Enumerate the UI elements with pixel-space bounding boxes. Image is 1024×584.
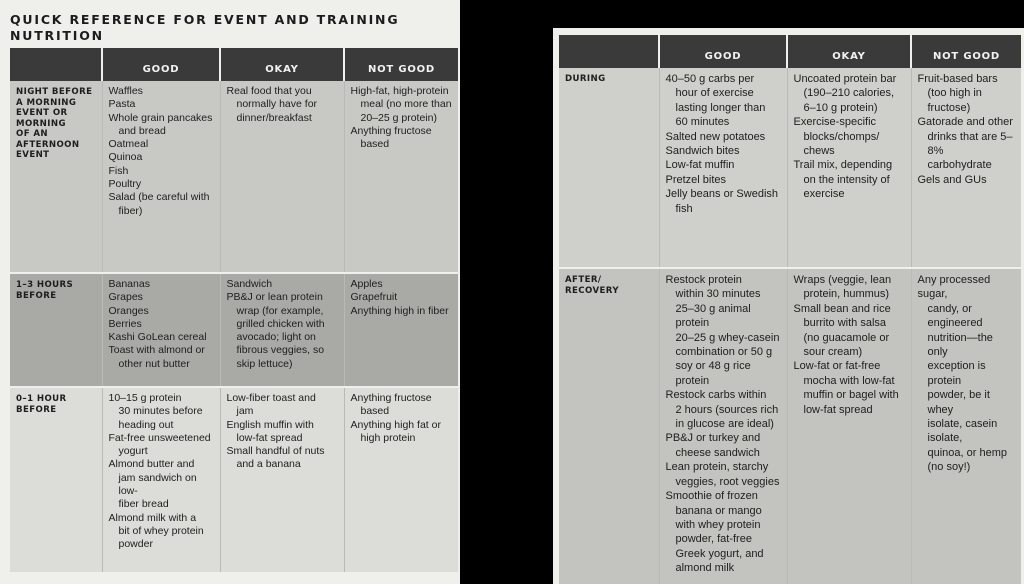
cell-line: Anything fructose <box>350 124 432 137</box>
cell-line: quinoa, or hemp <box>927 446 1007 459</box>
cell-line: fiber bread <box>118 498 169 511</box>
row-label-line: A MORNING <box>16 97 77 108</box>
cell-line: PB&J or lean protein <box>226 291 323 304</box>
cell-line: Anything high fat or <box>350 418 441 431</box>
cell-line: Low-fiber toast and <box>226 392 316 404</box>
cell-line: Low-fat or fat-free <box>793 360 881 373</box>
table-row <box>10 387 458 572</box>
table-row <box>10 273 458 387</box>
cell-line: based <box>360 405 390 418</box>
row-label <box>10 81 102 273</box>
cell-line: 20–25 g protein) <box>360 111 437 124</box>
cell-line: Fat-free unsweetened <box>108 431 211 444</box>
cell-line: Quinoa <box>108 151 143 164</box>
cell-line: meal (no more than <box>360 98 452 111</box>
header-not-good: NOT GOOD <box>911 35 1021 68</box>
cell-line: on the intensity of <box>803 173 890 186</box>
cell-line: 2 hours (sources rich <box>675 403 779 416</box>
cell-line: Sandwich bites <box>665 145 740 158</box>
cell-line: Berries <box>108 317 142 330</box>
table-row <box>559 68 1021 268</box>
row-label-line: AFTERNOON <box>16 139 80 150</box>
cell-line: Grapes <box>108 291 143 304</box>
header-not-good: NOT GOOD <box>344 48 458 81</box>
cell-line: Fish <box>108 164 129 177</box>
cell-line: fiber) <box>118 204 143 217</box>
cell-line: Poultry <box>108 178 142 191</box>
cell-line: (190–210 calories, <box>803 87 895 100</box>
header-good: GOOD <box>659 35 787 68</box>
cell-line: Greek yogurt, and <box>675 547 764 560</box>
cell-line: drinks that are 5–8% <box>927 130 1013 158</box>
cell-line: in glucose are ideal) <box>675 418 774 431</box>
header-row <box>559 35 1021 68</box>
cell-line: fish <box>675 202 693 215</box>
row-label-line: DURING <box>565 74 606 84</box>
cell-line: Sandwich <box>226 278 273 290</box>
cell-line: jam sandwich on low- <box>118 471 197 498</box>
cell-line: within 30 minutes <box>675 288 761 301</box>
cell-line: Whole grain pancakes <box>108 111 213 124</box>
cell-line: sour cream) <box>803 346 863 359</box>
cell-line: isolate, casein isolate, <box>927 418 998 445</box>
right-book-page <box>553 28 1024 584</box>
not-good-cell <box>344 81 458 273</box>
cell-line: 40–50 g carbs per <box>665 73 755 85</box>
cell-line: cheese sandwich <box>675 446 760 459</box>
row-label-line: BEFORE <box>16 290 57 301</box>
cell-line: Grapefruit <box>350 291 398 304</box>
cell-line: protein <box>675 374 710 387</box>
cell-line: Oranges <box>108 304 149 317</box>
cell-line: powder, fat-free <box>675 533 752 546</box>
cell-line: protein, hummus) <box>803 288 890 301</box>
cell-line: muffin or bagel with <box>803 389 899 402</box>
cell-line: Almond butter and <box>108 458 195 471</box>
title-line-2: NUTRITION <box>10 28 104 43</box>
not-good-cell <box>911 268 1021 584</box>
cell-line: Gels and GUs <box>917 173 987 186</box>
cell-line: Salted new potatoes <box>665 130 766 143</box>
good-cell <box>659 68 787 268</box>
okay-cell <box>220 273 344 387</box>
left-book-page <box>0 0 460 584</box>
cell-line: Wraps (veggie, lean <box>793 274 892 286</box>
cell-line: Pasta <box>108 98 136 111</box>
cell-line: avocado; light on <box>236 331 316 344</box>
not-good-cell <box>344 387 458 572</box>
cell-line: Low-fat muffin <box>665 159 735 172</box>
cell-line: Real food that you <box>226 85 312 97</box>
cell-line: high protein <box>360 431 416 444</box>
cell-line: mocha with low-fat <box>803 374 895 387</box>
cell-line: Lean protein, starchy <box>665 461 769 474</box>
cell-line: fibrous veggies, so <box>236 344 325 357</box>
good-cell <box>102 387 220 572</box>
cell-line: (no soy!) <box>927 461 971 474</box>
row-label-line: EVENT OR <box>16 108 68 118</box>
row-label-line: MORNING <box>16 118 66 129</box>
cell-line: based <box>360 138 390 151</box>
row-label-line: NIGHT BEFORE <box>16 87 93 97</box>
cell-line: Toast with almond or <box>108 344 205 357</box>
cell-line: powder, be it whey <box>927 389 990 416</box>
cell-line: Bananas <box>108 278 150 290</box>
cell-line: PB&J or turkey and <box>665 432 761 445</box>
okay-cell <box>220 387 344 572</box>
cell-line: Smoothie of frozen <box>665 490 758 503</box>
cell-line: Any processed sugar, <box>917 274 991 301</box>
nutrition-table-left <box>10 48 458 572</box>
cell-line: exercise <box>803 188 845 201</box>
header-okay: OKAY <box>220 48 344 81</box>
row-label-line: OF AN <box>16 129 49 139</box>
cell-line: banana or mango <box>675 504 762 517</box>
row-label-line: 1–3 HOURS <box>16 280 74 290</box>
cell-line: veggies, root veggies <box>675 475 780 488</box>
cell-line: Uncoated protein bar <box>793 73 897 85</box>
cell-line: Restock protein <box>665 274 742 286</box>
cell-line: burrito with salsa <box>803 317 887 330</box>
cell-line: skip lettuce) <box>236 357 293 370</box>
cell-line: 20–25 g whey-casein <box>675 331 780 344</box>
cell-line: low-fat spread <box>236 431 303 444</box>
okay-cell <box>220 81 344 273</box>
cell-line: 10–15 g protein <box>108 392 182 404</box>
cell-line: Kashi GoLean cereal <box>108 331 207 344</box>
cell-line: (no guacamole or <box>803 331 890 344</box>
cell-line: combination or 50 g <box>675 346 773 359</box>
cell-line: Waffles <box>108 85 143 97</box>
good-cell <box>102 81 220 273</box>
cell-line: Oatmeal <box>108 138 149 151</box>
row-label-line: RECOVERY <box>565 285 619 296</box>
cell-line: bit of whey protein <box>118 524 204 537</box>
row-label-line: AFTER/ <box>565 275 602 285</box>
cell-line: and a banana <box>236 458 301 471</box>
cell-line: low-fat spread <box>803 403 873 416</box>
cell-line: 60 minutes <box>675 116 730 129</box>
table-row <box>559 268 1021 584</box>
okay-cell <box>787 68 911 268</box>
title-line-1: QUICK REFERENCE FOR EVENT AND TRAINING <box>10 12 400 27</box>
cell-line: Small bean and rice <box>793 302 891 315</box>
cell-line: Gatorade and other <box>917 116 1013 129</box>
cell-line: lasting longer than <box>675 101 766 114</box>
not-good-cell <box>344 273 458 387</box>
cell-line: almond milk <box>675 562 735 575</box>
cell-line: Apples <box>350 278 383 290</box>
cell-line: 30 minutes before <box>118 405 203 418</box>
good-cell <box>659 268 787 584</box>
nutrition-table-right <box>559 35 1021 584</box>
cell-line: Anything fructose <box>350 392 432 404</box>
cell-line: normally have for <box>236 98 318 111</box>
good-cell <box>102 273 220 387</box>
row-label-line: EVENT <box>16 150 50 160</box>
cell-line: Almond milk with a <box>108 511 197 524</box>
header-row <box>10 48 458 81</box>
cell-line: powder <box>118 538 153 551</box>
cell-line: with whey protein <box>675 518 761 531</box>
cell-line: 25–30 g animal <box>675 302 751 315</box>
row-label <box>10 387 102 572</box>
header-blank <box>559 35 659 68</box>
table-row <box>10 81 458 273</box>
cell-line: Anything high in fiber <box>350 304 449 317</box>
cell-line: Small handful of nuts <box>226 445 325 458</box>
cell-line: grilled chicken with <box>236 317 325 330</box>
cell-line: Exercise-specific <box>793 116 877 129</box>
cell-line: chews <box>803 145 835 158</box>
page-title <box>10 12 450 44</box>
cell-line: nutrition—the only <box>927 331 993 359</box>
cell-line: yogurt <box>118 445 148 458</box>
cell-line: protein <box>675 317 710 330</box>
cell-line: other nut butter <box>118 357 190 370</box>
row-label-line: BEFORE <box>16 404 57 415</box>
row-label <box>559 268 659 584</box>
cell-line: 6–10 g protein) <box>803 101 878 114</box>
cell-line: jam <box>236 405 254 418</box>
cell-line: wrap (for example, <box>236 304 324 317</box>
cell-line: Fruit-based bars <box>917 73 998 85</box>
cell-line: Salad (be careful with <box>108 191 210 204</box>
row-label-line: 0–1 HOUR <box>16 394 67 404</box>
cell-line: dinner/breakfast <box>236 111 312 124</box>
cell-line: carbohydrate <box>927 159 992 172</box>
cell-line: soy or 48 g rice <box>675 360 751 373</box>
row-label <box>10 273 102 387</box>
header-okay: OKAY <box>787 35 911 68</box>
cell-line: and bread <box>118 124 166 137</box>
cell-line: blocks/chomps/ <box>803 130 880 143</box>
cell-line: English muffin with <box>226 418 314 431</box>
header-good: GOOD <box>102 48 220 81</box>
cell-line: exception is protein <box>927 360 986 387</box>
cell-line: (too high in fructose) <box>927 87 982 114</box>
cell-line: Restock carbs within <box>665 389 767 402</box>
cell-line: heading out <box>118 418 174 431</box>
cell-line: Jelly beans or Swedish <box>665 188 779 201</box>
cell-line: Pretzel bites <box>665 173 727 186</box>
cell-line: Trail mix, depending <box>793 159 893 172</box>
okay-cell <box>787 268 911 584</box>
header-blank <box>10 48 102 81</box>
not-good-cell <box>911 68 1021 268</box>
cell-line: candy, or engineered <box>927 302 983 330</box>
cell-line: High-fat, high-protein <box>350 85 449 97</box>
row-label <box>559 68 659 268</box>
cell-line: hour of exercise <box>675 87 754 100</box>
